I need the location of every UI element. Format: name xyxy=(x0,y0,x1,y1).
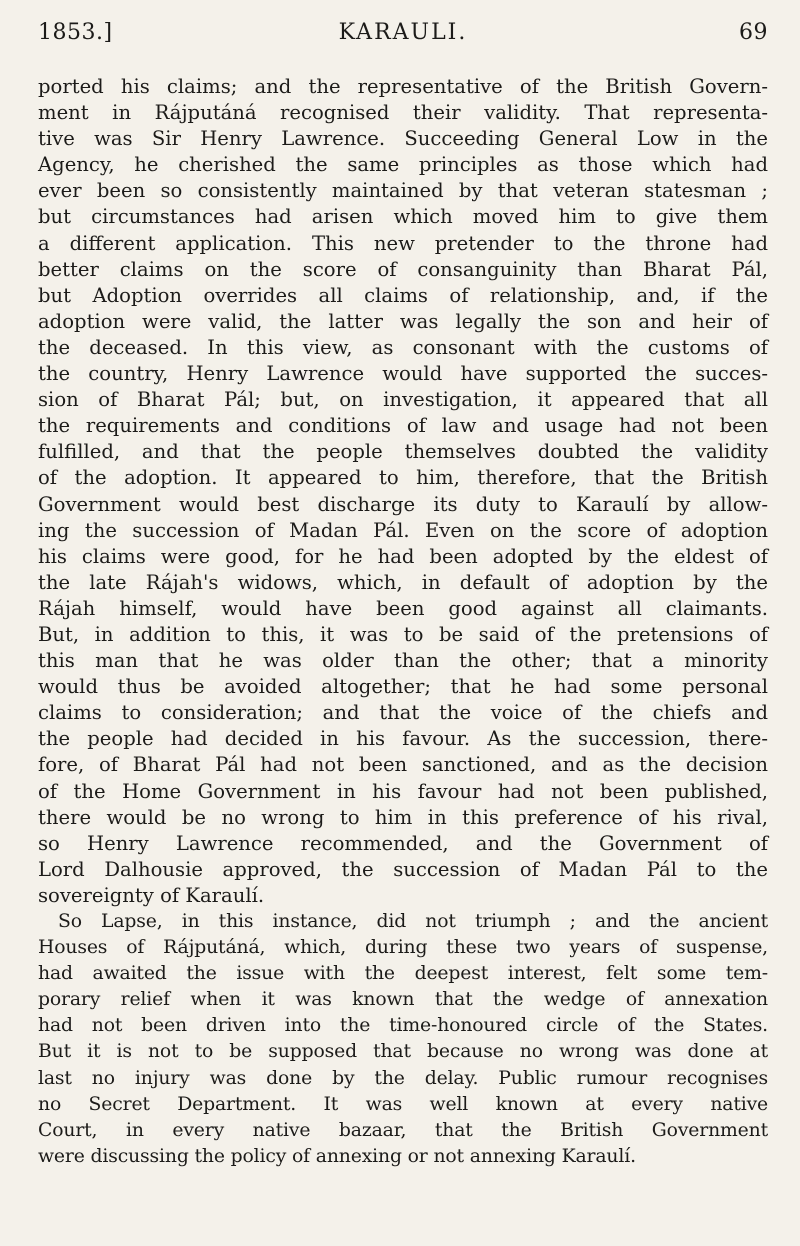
text-line: a different application. This new pretender to the throne had xyxy=(38,231,768,255)
text-line: but circumstances had arisen which moved him to give them xyxy=(38,205,768,229)
text-line: Court, in every native bazaar, that the British Government xyxy=(38,1119,768,1141)
text-line: would thus be avoided altogether; that he had some personal xyxy=(38,675,768,699)
text-line: ported his claims; and the representative of the British Govern- xyxy=(38,75,768,98)
text-line: but Adoption overrides all claims of relationship, and, if the xyxy=(38,283,768,307)
running-header xyxy=(38,20,768,50)
text-line: Government would best discharge its duty to Karaulí by allow- xyxy=(38,492,768,516)
page-number: 69 xyxy=(739,20,768,45)
text-line: the late Rájah's widows, which, in default of adoption by the xyxy=(38,570,768,594)
text-line: of the adoption. It appeared to him, therefore, that the British xyxy=(38,466,768,490)
text-line: adoption were valid, the latter was legally the son and heir of xyxy=(38,309,768,333)
text-line: were discussing the policy of annexing or not annexing Karaulí. xyxy=(38,1145,636,1167)
text-line: Lord Dalhousie approved, the succession of Madan Pál to the xyxy=(38,857,768,881)
text-line: so Henry Lawrence recommended, and the Government of xyxy=(38,831,768,855)
text-line: Rájah himself, would have been good against all claimants. xyxy=(38,596,768,620)
text-line: But, in addition to this, it was to be said of the pretensions of xyxy=(38,622,768,646)
text-line: ment in Rájputáná recognised their validity. That representa- xyxy=(38,101,768,125)
text-line: claims to consideration; and that the voice of the chiefs and xyxy=(38,701,768,725)
text-line: no Secret Department. It was well known at every native xyxy=(38,1093,768,1115)
text-line: fore, of Bharat Pál had not been sanctioned, and as the decision xyxy=(38,753,768,777)
text-line: of the Home Government in his favour had not been published, xyxy=(38,779,768,803)
text-line: last no injury was done by the delay. Public rumour recognises xyxy=(38,1067,768,1089)
text-line: ing the succession of Madan Pál. Even on the score of adoption xyxy=(38,518,768,542)
text-line: the requirements and conditions of law and usage had not been xyxy=(38,414,768,438)
text-line: tive was Sir Henry Lawrence. Succeeding General Low in the xyxy=(38,127,768,151)
text-line: porary relief when it was known that the wedge of annexation xyxy=(38,989,768,1011)
running-title: KARAULI. xyxy=(338,20,468,45)
text-line: there would be no wrong to him in this preference of his rival, xyxy=(38,805,768,829)
text-line: So Lapse, in this instance, did not triumph ; and the ancient xyxy=(58,911,768,932)
text-line: the people had decided in his favour. As the succession, there- xyxy=(38,727,768,751)
text-line: this man that he was older than the other; that a minority xyxy=(38,649,768,673)
text-line: better claims on the score of consanguinity than Bharat Pál, xyxy=(38,257,768,281)
body-text xyxy=(38,74,768,1170)
paragraph xyxy=(38,909,768,1170)
text-line: Agency, he cherished the same principles as those which had xyxy=(38,153,768,177)
text-line: ever been so consistently maintained by that veteran statesman ; xyxy=(38,179,768,203)
text-line: the deceased. In this view, as consonant with the customs of xyxy=(38,335,768,359)
text-line: But it is not to be supposed that because no wrong was done at xyxy=(38,1041,768,1063)
text-line: sovereignty of Karaulí. xyxy=(38,883,265,907)
text-line: had not been driven into the time-honoured circle of the States. xyxy=(38,1015,768,1037)
text-line: had awaited the issue with the deepest interest, felt some tem- xyxy=(38,963,768,985)
text-line: Houses of Rájputáná, which, during these two years of suspense, xyxy=(38,937,768,959)
text-line: his claims were good, for he had been adopted by the eldest of xyxy=(38,544,768,568)
paragraph xyxy=(38,74,768,909)
text-line: fulfilled, and that the people themselves doubted the validity xyxy=(38,440,768,464)
text-line: the country, Henry Lawrence would have supported the succes- xyxy=(38,362,768,386)
text-line: sion of Bharat Pál; but, on investigation, it appeared that all xyxy=(38,388,768,412)
header-year: 1853.] xyxy=(38,20,113,45)
